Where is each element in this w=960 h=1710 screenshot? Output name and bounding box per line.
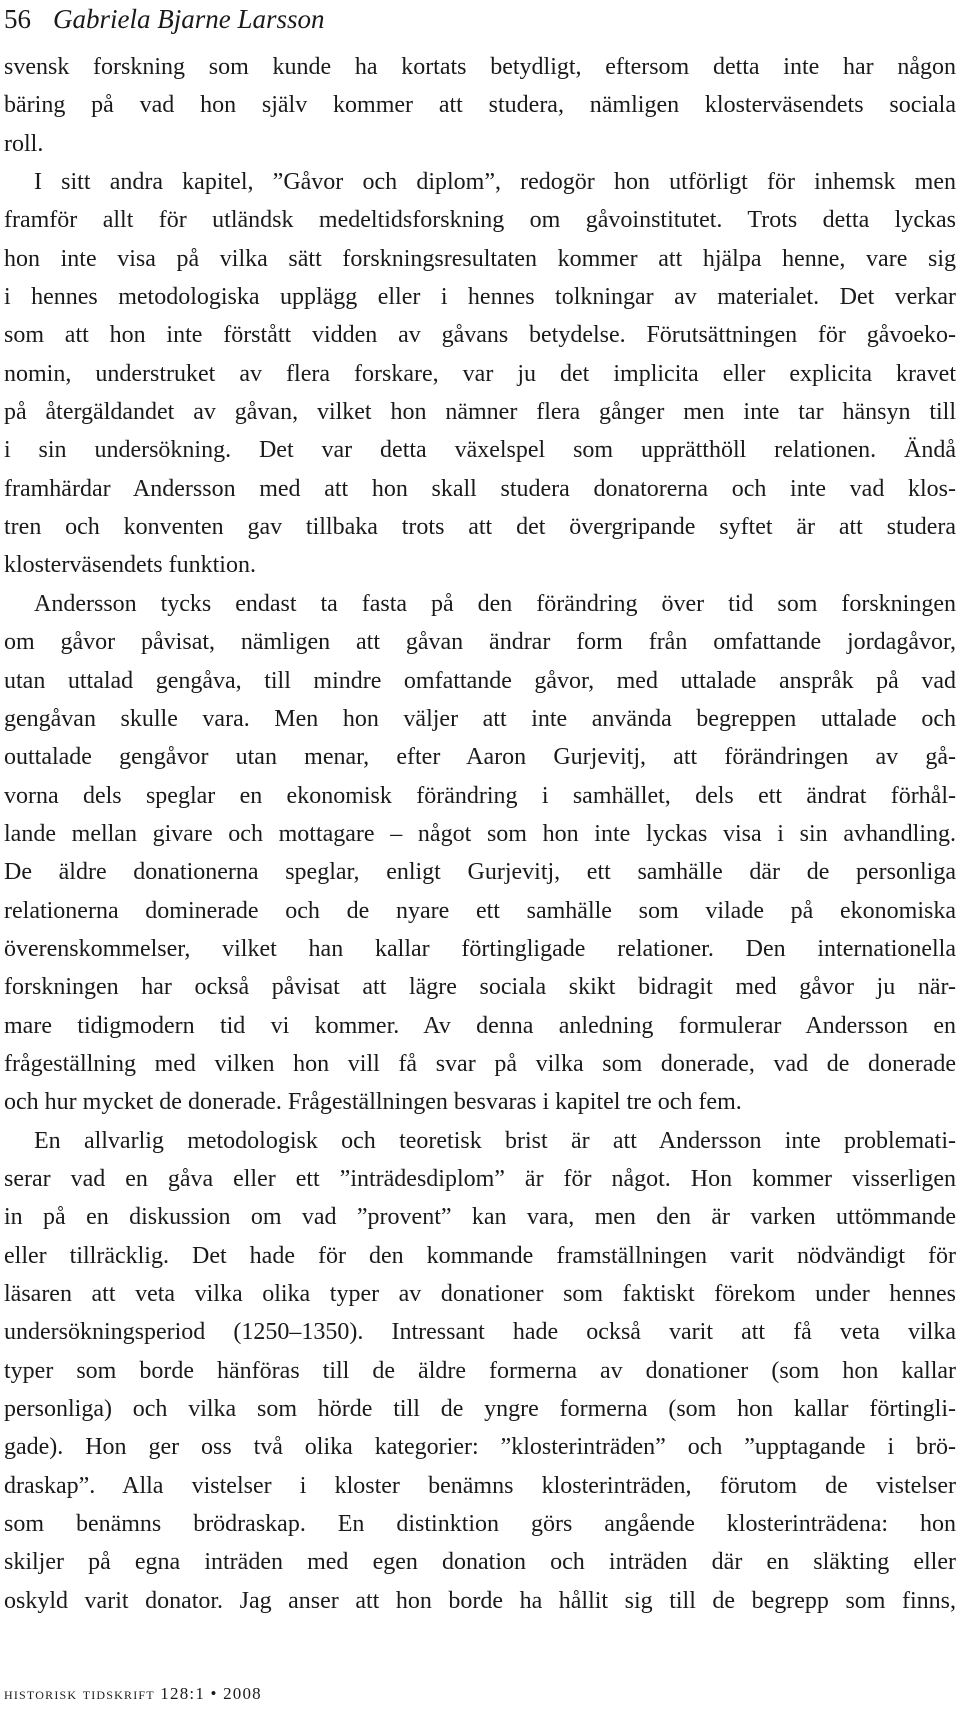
text-line: gengåvan skulle vara. Men hon väljer att inte använda begreppen uttalade och	[4, 705, 956, 732]
text-line: eller tillräcklig. Det hade för den kommande framställningen varit nödvändigt för	[4, 1242, 956, 1269]
text-line: framför allt för utländsk medeltidsforskning om gåvoinstitutet. Trots detta lyckas	[4, 207, 956, 234]
text-line: En allvarlig metodologisk och teoretisk brist är att Andersson inte problemati-	[34, 1127, 956, 1154]
text-line: mare tidigmodern tid vi kommer. Av denna anledning formulerar Andersson en	[4, 1012, 956, 1039]
text-line: Andersson tycks endast ta fasta på den förändring över tid som forskningen	[34, 590, 956, 617]
text-line: forskningen har också påvisat att lägre sociala skikt bidragit med gåvor ju när-	[4, 974, 956, 1001]
text-line: skiljer på egna inträden med egen donation och inträden där en släkting eller	[4, 1549, 956, 1576]
text-line: som att hon inte förstått vidden av gåvans betydelse. Förutsättningen för gåvoeko-	[4, 322, 956, 349]
running-head-author: Gabriela Bjarne Larsson	[53, 3, 325, 34]
text-line: hon inte visa på vilka sätt forskningsresultaten kommer att hjälpa henne, vare sig	[4, 245, 956, 272]
text-line: i hennes metodologiska upplägg eller i hennes tolkningar av materialet. Det verkar	[4, 284, 956, 311]
text-line: in på en diskussion om vad ”provent” kan vara, men den är varken uttömmande	[4, 1204, 956, 1231]
text-line: frågeställning med vilken hon vill få svar på vilka som donerade, vad de donerade	[4, 1050, 956, 1077]
text-line: svensk forskning som kunde ha kortats betydligt, eftersom detta inte har någon	[4, 54, 956, 80]
text-line: överenskommelser, vilket han kallar förtingligade relationer. Den internationella	[4, 935, 956, 962]
text-line: utan uttalad gengåva, till mindre omfattande gåvor, med uttalade anspråk på vad	[4, 667, 956, 694]
text-line: läsaren att veta vilka olika typer av donationer som faktiskt förekom under hennes	[4, 1281, 956, 1307]
text-line: undersökningsperiod (1250–1350). Intressant hade också varit att få veta vilka	[4, 1319, 956, 1346]
text-line: klosterväsendets funktion.	[4, 552, 256, 579]
text-line: vorna dels speglar en ekonomisk förändring i samhället, dels ett ändrat förhål-	[4, 782, 956, 809]
running-header	[4, 0, 954, 38]
body-text	[4, 48, 956, 1620]
text-line: och hur mycket de donerade. Frågeställningen besvaras i kapitel tre och fem.	[4, 1089, 742, 1116]
text-line: i sin undersökning. Det var detta växelspel som upprätthöll relationen. Ändå	[4, 437, 956, 464]
journal-footer: historisk tidskrift 128:1 • 2008	[4, 1684, 262, 1703]
text-line: på återgäldandet av gåvan, vilket hon nämner flera gånger men inte tar hänsyn till	[4, 399, 956, 426]
text-line: I sitt andra kapitel, ”Gåvor och diplom”, redogör hon utförligt för inhemsk men	[34, 169, 956, 196]
text-line: draskap”. Alla vistelser i kloster benämns klosterinträden, förutom de vistelser	[4, 1472, 956, 1499]
text-line: om gåvor påvisat, nämligen att gåvan ändrar form från omfattande jordagåvor,	[4, 629, 956, 656]
text-line: roll.	[4, 130, 44, 157]
text-line: som benämns brödraskap. En distinktion görs angående klosterinträdena: hon	[4, 1511, 956, 1538]
text-line: tren och konventen gav tillbaka trots att det övergripande syftet är att studera	[4, 514, 956, 541]
text-line: nomin, understruket av flera forskare, var ju det implicita eller explicita kravet	[4, 360, 956, 387]
text-line: gade). Hon ger oss två olika kategorier: ”klosterinträden” och ”upptagande i brö-	[4, 1434, 956, 1461]
text-line: serar vad en gåva eller ett ”inträdesdiplom” är för något. Hon kommer visserligen	[4, 1165, 956, 1192]
text-line: De äldre donationerna speglar, enligt Gurjevitj, ett samhälle där de personliga	[4, 859, 956, 886]
page-number: 56	[4, 3, 31, 34]
text-line: lande mellan givare och mottagare – något som hon inte lyckas visa i sin avhandling.	[4, 820, 956, 847]
text-line: oskyld varit donator. Jag anser att hon borde ha hållit sig till de begrepp som finns,	[4, 1587, 956, 1614]
text-line: bäring på vad hon själv kommer att studera, nämligen klosterväsendets sociala	[4, 92, 956, 119]
text-line: typer som borde hänföras till de äldre formerna av donationer (som hon kallar	[4, 1357, 956, 1384]
text-line: framhärdar Andersson med att hon skall studera donatorerna och inte vad klos-	[4, 475, 956, 502]
text-line: outtalade gengåvor utan menar, efter Aaron Gurjevitj, att förändringen av gå-	[4, 744, 956, 771]
text-line: relationerna dominerade och de nyare ett samhälle som vilade på ekonomiska	[4, 897, 956, 924]
text-line: personliga) och vilka som hörde till de yngre formerna (som hon kallar förtingli-	[4, 1396, 956, 1423]
